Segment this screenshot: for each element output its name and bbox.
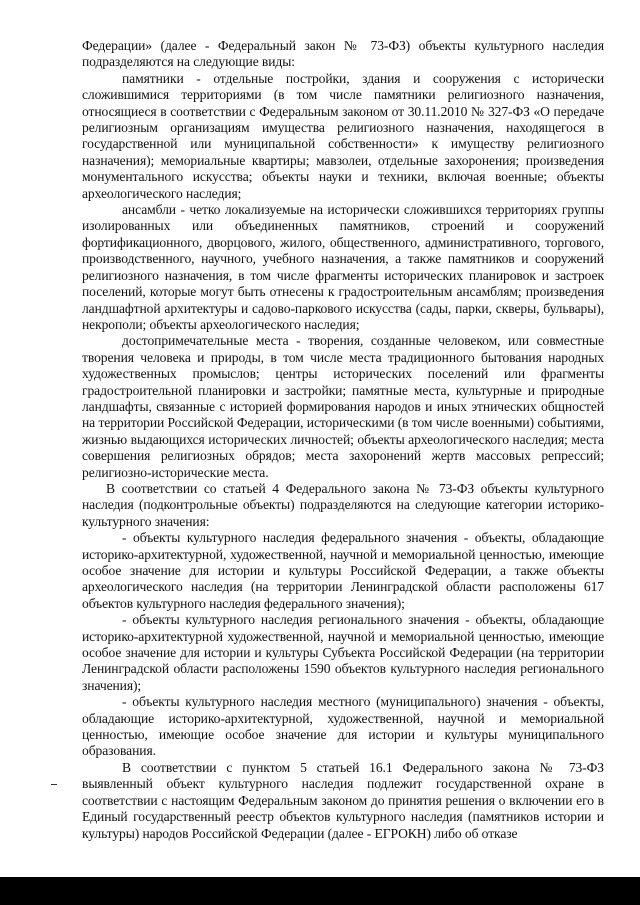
paragraph-regional: - объекты культурного наследия регионального значения - объекты, обладающие историко-архитектурной художественной, научной и мемориальной ценностью, имеющие особое значение для истории и культуры Субъекта Российской Федерации (на территории Ленинградской области расположены 1590 объектов культурного наследия регионального значения); [82, 612, 604, 693]
paragraph-federal: - объекты культурного наследия федерального значения - объекты, обладающие историко-архитектурной, художественной, научной и мемориальной ценностью, имеющие особое значение для истории и культуры Российской Федерации, а также объекты археологического наследия (на территории Ленинградской области расположены 617 объектов культурного наследия федерального значения); [82, 530, 604, 611]
scan-mark [51, 784, 57, 785]
paragraph-ensembles: ансамбли - четко локализуемые на исторически сложившихся территориях группы изолированных или объединенных памятников, строений и сооружений фортификационного, дворцового, жилого, общественного, административного, торгового, производственного, научного, учебного назначения, а также памятников и сооружений религиозного назначения, в том числе фрагменты исторических планировок и застроек поселений, которые могут быть отнесены к градостроительным ансамблям; произведения ландшафтной архитектуры и садово-паркового искусства (сады, парки, скверы, бульвары), некрополи; объекты археологического наследия; [82, 202, 604, 332]
paragraph-local: - объекты культурного наследия местного (муниципального) значения - объекты, обладающие историко-архитектурной, художественной, научной и мемориальной ценностью, имеющие особое значение для истории и культуры муниципального образования. [82, 694, 604, 759]
paragraph-categories: В соответствии со статьей 4 Федерального закона № 73-ФЗ объекты культурного наследия (подконтрольные объекты) подразделяются на следующие категории историко-культурного значения: [82, 480, 604, 529]
paragraph-article-16: В соответствии с пунктом 5 статьей 16.1 Федерального закона № 73-ФЗ выявленный объект культурного наследия подлежит государственной охране в соответствии с настоящим Федеральным законом до принятия решения о включении его в Единый государственный реестр объектов культурного наследия (памятников истории и культуры) народов Российской Федерации (далее - ЕГРОКН) либо об отказе [82, 759, 604, 841]
document-page [82, 38, 604, 842]
paragraph-monuments: памятники - отдельные постройки, здания и сооружения с исторически сложившимися территориями (в том числе памятники религиозного назначения, относящиеся в соответствии с Федеральным законом от 30.11.2010 № 327-ФЗ «О передаче религиозным организациям имущества религиозного назначения, находящегося в государственной или муниципальной собственности» к имуществу религиозного назначения); мемориальные квартиры; мавзолеи, отдельные захоронения; произведения монументального искусства; объекты науки и техники, включая военные; объекты археологического наследия; [82, 70, 604, 201]
scan-bottom-border [0, 877, 640, 905]
paragraph-landmarks: достопримечательные места - творения, созданные человеком, или совместные творения человека и природы, в том числе места традиционного бытования народных художественных промыслов; центры исторических поселений или фрагменты градостроительной планировки и застройки; памятные места, культурные и природные ландшафты, связанные с историей формирования народов и иных этнических общностей на территории Российской Федерации, историческими (в том числе военными) событиями, жизнью выдающихся исторических личностей; объекты археологического наследия; места совершения религиозных обрядов; места захоронений жертв массовых репрессий; религиозно-исторические места. [82, 333, 604, 480]
paragraph-intro: Федерации» (далее - Федеральный закон № 73-ФЗ) объекты культурного наследия подразделяются на следующие виды: [82, 38, 604, 70]
